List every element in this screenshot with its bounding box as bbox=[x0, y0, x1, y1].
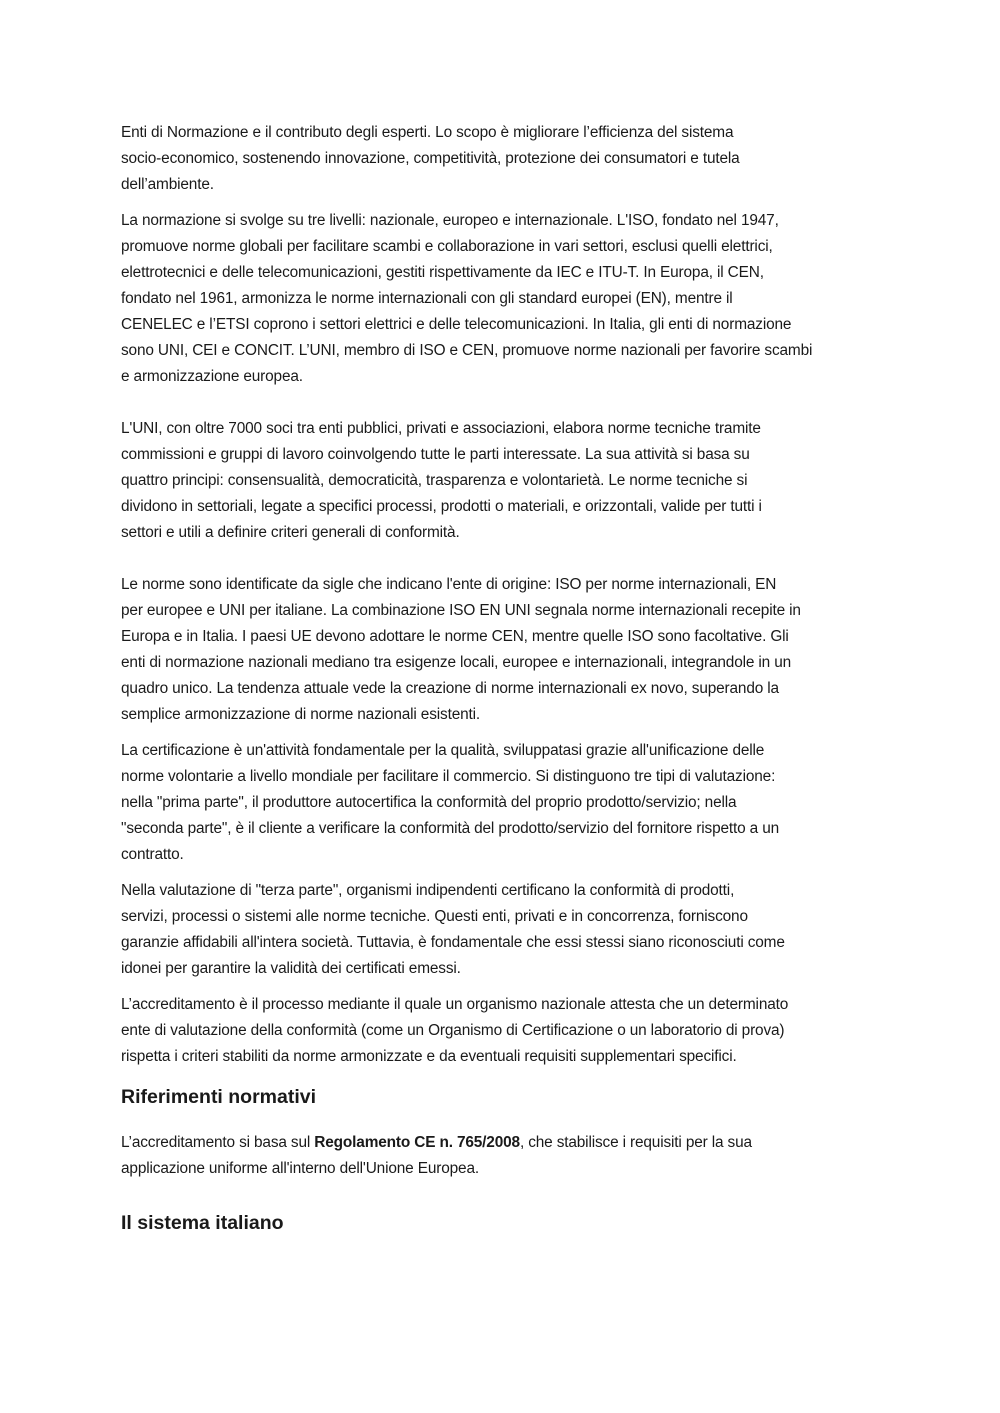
paragraph-livelli-normazione: La normazione si svolge su tre livelli: nazionale, europeo e internazionale. L'ISO, fondato nel 1947, promuove norme globali per facilitare scambi e collaborazione in vari settori, esclusi quelli elettrici, elettrotecnici e delle telecomunicazioni, gestiti rispettivamente da IEC e ITU-T. In Europa, il CEN, fondato nel 1961, armonizza le norme internazionali con gli standard europei (EN), mentre il CENELEC e l’ETSI coprono i settori elettrici e delle telecomunicazioni. In Italia, gli enti di normazione sono UNI, CEI e CONCIT. L’UNI, membro di ISO e CEN, promuove norme nazionali per favorire scambi e armonizzazione europea. bbox=[121, 212, 813, 385]
paragraph-sigle-norme: Le norme sono identificate da sigle che indicano l'ente di origine: ISO per norme internazionali, EN per europee e UNI per italiane. La combinazione ISO EN UNI segnala norme internazionali recepite in Europa e in Italia. I paesi UE devono adottare le norme CEN, mentre quelle ISO sono facoltative. Gli enti di normazione nazionali mediano tra esigenze locali, europee e internazionali, integrandole in un quadro unico. La tendenza attuale vede la creazione di norme internazionali ex novo, superando la semplice armonizzazione di norme nazionali esistenti. bbox=[121, 576, 801, 723]
paragraph-accreditamento: L’accreditamento è il processo mediante il quale un organismo nazionale attesta che un determinato ente di valutazione della conformità (come un Organismo di Certificazione o un laboratorio di prova) rispetta i criteri stabiliti da norme armonizzate e da eventuali requisiti supplementari specifici. bbox=[121, 996, 789, 1065]
regolamento-text-before: L’accreditamento si basa sul bbox=[121, 1134, 315, 1151]
heading-sistema-italiano: Il sistema italiano bbox=[121, 1212, 284, 1234]
heading-riferimenti-normativi: Riferimenti normativi bbox=[121, 1086, 317, 1108]
paragraph-uni: L'UNI, con oltre 7000 soci tra enti pubblici, privati e associazioni, elabora norme tecniche tramite commissioni e gruppi di lavoro coinvolgendo tutte le parti interessate. La sua attività si basa su quattro principi: consensualità, democraticità, trasparenza e volontarietà. Le norme tecniche si dividono in settoriali, legate a specifici processi, prodotti o materiali, e orizzontali, valide per tutti i settori e utili a definire criteri generali di conformità. bbox=[121, 420, 762, 541]
regolamento-text-after: , che stabilisce i requisiti per la sua applicazione uniforme all'interno dell'Unione Europea. bbox=[121, 1134, 752, 1177]
paragraph-intro: Enti di Normazione e il contributo degli esperti. Lo scopo è migliorare l’efficienza del sistema socio-economico, sostenendo innovazione, competitività, protezione dei consumatori e tutela dell’ambiente. bbox=[121, 124, 740, 193]
document-page bbox=[121, 120, 883, 1236]
paragraph-regolamento bbox=[121, 1130, 883, 1182]
paragraph-certificazione: La certificazione è un'attività fondamentale per la qualità, sviluppatasi grazie all'unificazione delle norme volontarie a livello mondiale per facilitare il commercio. Si distinguono tre tipi di valutazione: nella "prima parte", il produttore autocertifica la conformità del proprio prodotto/servizio; nella "seconda parte", è il cliente a verificare la conformità del prodotto/servizio del fornitore rispetto a un contratto. bbox=[121, 742, 780, 863]
paragraph-terza-parte: Nella valutazione di "terza parte", organismi indipendenti certificano la conformità di prodotti, servizi, processi o sistemi alle norme tecniche. Questi enti, privati e in concorrenza, forniscono garanzie affidabili all'intera società. Tuttavia, è fondamentale che essi stessi siano riconosciuti come idonei per garantire la validità dei certificati emessi. bbox=[121, 882, 785, 977]
regolamento-reference: Regolamento CE n. 765/2008 bbox=[314, 1134, 520, 1151]
